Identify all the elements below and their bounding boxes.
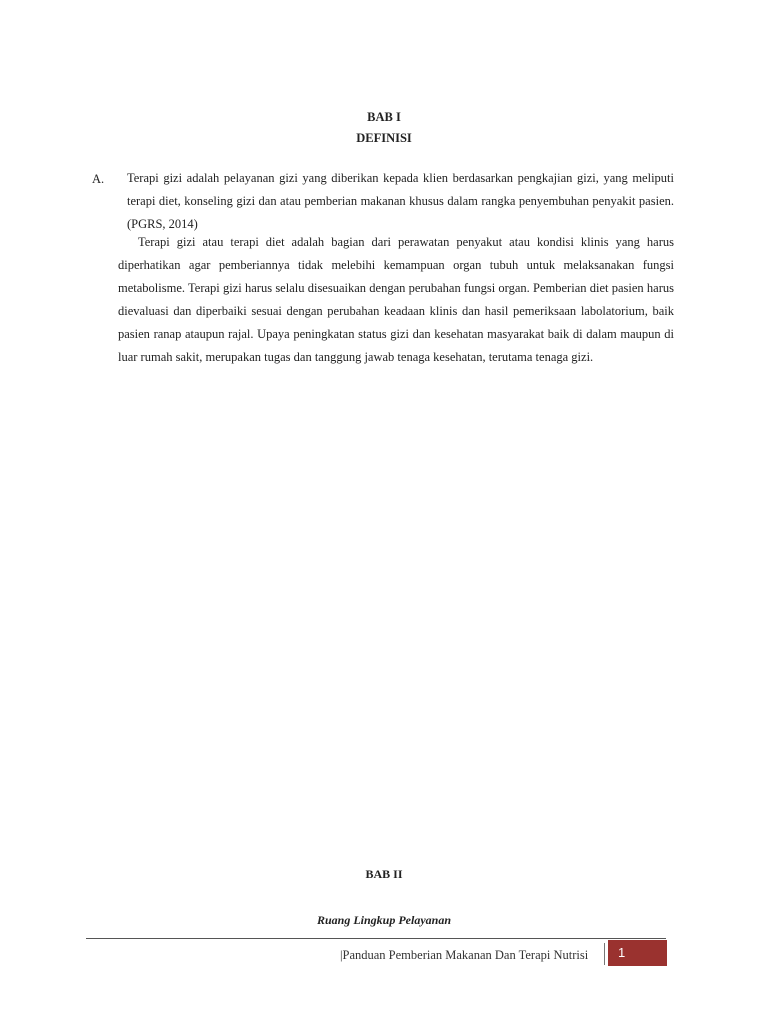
next-chapter-title: Ruang Lingkup Pelayanan (316, 913, 452, 927)
list-item-label: A. (92, 172, 105, 186)
body-paragraph: Terapi gizi atau terapi diet adalah bagian dari perawatan penyakut atau kondisi klinis yang harus diperhatikan agar pemberiannya tidak melebihi kemampuan organ tubuh untuk melaksanakan fungsi metabolisme. Terapi gizi harus selalu disesuaikan dengan perubahan fungsi organ. Pemberian diet pasien harus dievaluasi dan diperbaiki sesuai dengan perubahan keadaan klinis dan hasil pemeriksaan labolatorium, baik pasien ranap ataupun rajal. Upaya peningkatan status gizi dan kesehatan masyarakat baik di dalam maupun di luar rumah sakit, merupakan tugas dan tanggung jawab tenaga kesehatan, terutama tenaga gizi. (118, 235, 674, 364)
chapter-number: BAB I (367, 110, 401, 124)
footer-divider (86, 938, 666, 939)
page-number-badge (608, 940, 667, 966)
page-number: 1 (618, 945, 626, 960)
footer-separator (604, 943, 605, 965)
chapter-title: DEFINISI (356, 131, 412, 145)
footer-title: |Panduan Pemberian Makanan Dan Terapi Nutrisi (340, 948, 589, 962)
next-chapter-number: BAB II (365, 867, 403, 881)
definition-paragraph: Terapi gizi adalah pelayanan gizi yang diberikan kepada klien berdasarkan pengkajian gizi, yang meliputi terapi diet, konseling gizi dan atau pemberian makanan khusus dalam rangka penyembuhan penyakit pasien. (PGRS, 2014) (127, 171, 674, 231)
